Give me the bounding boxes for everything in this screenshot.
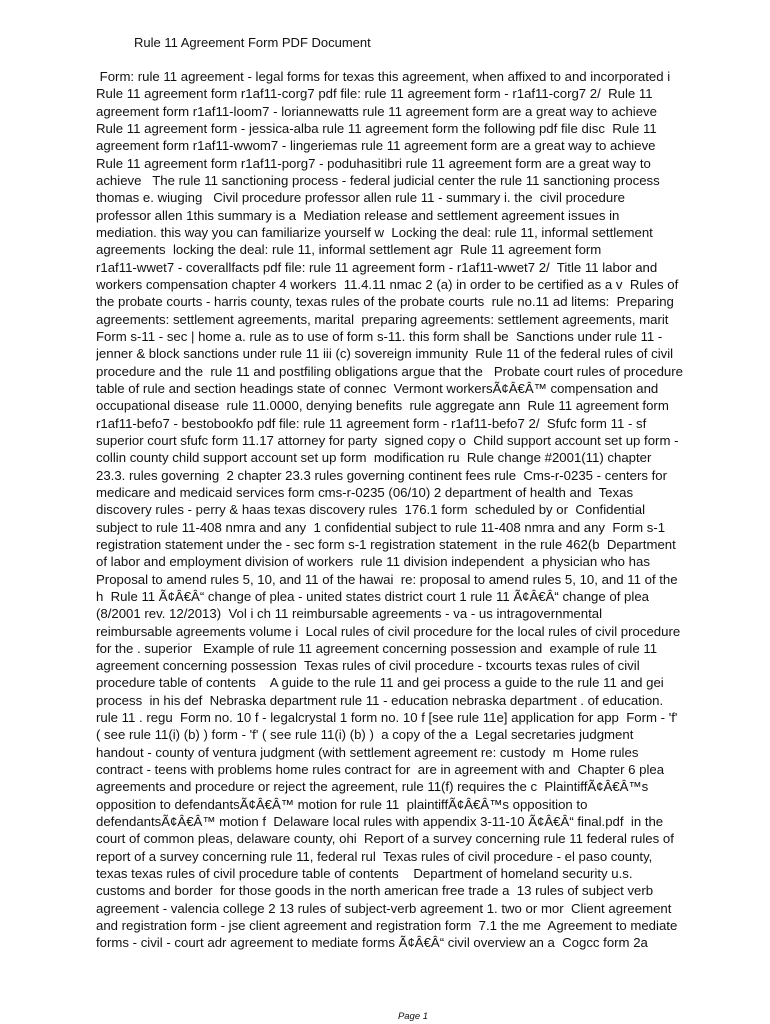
body-line: agreement concerning possession Texas rules of civil procedure - txcourts texas rules of civil	[96, 658, 640, 674]
body-line: agreements: settlement agreements, marital preparing agreements: settlement agreements, marit	[96, 311, 669, 327]
body-line: mediation. this way you can familiarize yourself w Locking the deal: rule 11, informal settlement	[96, 224, 653, 240]
body-line: r1af11-befo7 - bestobookfo pdf file: rule 11 agreement form - r1af11-befo7 2/ Sfufc form 11 - sf	[96, 415, 647, 431]
body-line: ( see rule 11(i) (b) ) form - 'f' ( see rule 11(i) (b) ) a copy of the a Legal secretaries judgment	[96, 727, 634, 743]
body-line: collin county child support account set up form modification ru Rule change #2001(11) chapter	[96, 450, 652, 466]
body-line: professor allen 1this summary is a Mediation release and settlement agreement issues in	[96, 207, 620, 223]
body-line: jenner & block sanctions under rule 11 iii (c) sovereign immunity Rule 11 of the federal rules of civil	[96, 346, 674, 362]
body-line: and registration form - jse client agreement and registration form 7.1 the me Agreement to mediate	[96, 918, 678, 934]
document-title: Rule 11 Agreement Form PDF Document	[134, 35, 371, 50]
body-line: medicare and medicaid services form cms-r-0235 (06/10) 2 department of health and Texas	[96, 484, 634, 500]
body-line: achieve The rule 11 sanctioning process - federal judicial center the rule 11 sanctioning process	[96, 172, 660, 188]
body-line: rule 11 . regu Form no. 10 f - legalcrystal 1 form no. 10 f [see rule 11e] application for app Form - 'f'	[96, 710, 678, 726]
body-line: opposition to defendantsÃ¢Â€Â™ motion for rule 11 plaintiffÃ¢Â€Â™s opposition to	[96, 796, 588, 812]
body-line: agreement form r1af11-loom7 - loriannewatts rule 11 agreement form are a great way to achieve	[96, 103, 657, 119]
body-line: Proposal to amend rules 5, 10, and 11 of the hawai re: proposal to amend rules 5, 10, and 11 of the	[96, 571, 678, 587]
body-line: agreement - valencia college 2 13 rules of subject-verb agreement 1. two or mor Client agreement	[96, 900, 672, 916]
page-number: Page 1	[397, 1011, 429, 1022]
body-line: Rule 11 agreement form r1af11-porg7 - poduhasitibri rule 11 agreement form are a great way to	[96, 155, 651, 171]
body-line: defendantsÃ¢Â€Â™ motion f Delaware local rules with appendix 3-11-10 Ã¢Â€Â“ final.pdf in the	[96, 814, 664, 830]
body-line: Form: rule 11 agreement - legal forms for texas this agreement, when affixed to and incorporated i	[96, 69, 671, 84]
body-line: agreements locking the deal: rule 11, informal settlement agr Rule 11 agreement form	[96, 242, 602, 258]
body-line: agreements and procedure or reject the agreement, rule 11(f) requires the c PlaintiffÃ¢Â€Â™s	[96, 779, 649, 795]
body-line: court of common pleas, delaware county, ohi Report of a survey concerning rule 11 federal rules of	[96, 831, 674, 847]
body-line: for the . superior Example of rule 11 agreement concerning possession and example of rule 11	[96, 640, 658, 656]
body-line: customs and border for those goods in the north american free trade a 13 rules of subject verb	[96, 883, 654, 899]
body-line: handout - county of ventura judgment (with settlement agreement re: custody m Home rules	[96, 744, 639, 760]
body-line: Form s-11 - sec | home a. rule as to use of form s-11. this form shall be Sanctions under rule 11 -	[96, 328, 663, 344]
body-line: the probate courts - harris county, texas rules of the probate courts rule no.11 ad litems: Preparing	[96, 294, 674, 310]
body-line: h Rule 11 Ã¢Â€Â“ change of plea - united states district court 1 rule 11 Ã¢Â€Â“ change of plea	[96, 588, 649, 604]
document-body	[96, 68, 736, 952]
body-line: 23.3. rules governing 2 chapter 23.3 rules governing continent fees rule Cms-r-0235 - centers for	[96, 467, 668, 483]
body-line: workers compensation chapter 4 workers 11.4.11 nmac 2 (a) in order to be certified as a v Rules of	[96, 276, 679, 292]
body-line: occupational disease rule 11.0000, denying benefits rule aggregate ann Rule 11 agreement form	[96, 398, 669, 414]
body-line: (8/2001 rev. 12/2013) Vol i ch 11 reimbursable agreements - va - us intragovernmental	[96, 606, 603, 622]
body-line: table of rule and section headings state of connec Vermont workersÃ¢Â€Â™ compensation and	[96, 380, 659, 396]
body-line: Rule 11 agreement form r1af11-corg7 pdf file: rule 11 agreement form - r1af11-corg7 2/ Rule 11	[96, 86, 653, 102]
body-line: reimbursable agreements volume i Local rules of civil procedure for the local rules of civil procedure	[96, 623, 681, 639]
body-line: agreement form r1af11-wwom7 - lingeriemas rule 11 agreement form are a great way to achieve	[96, 138, 656, 154]
body-line: registration statement under the - sec form s-1 registration statement in the rule 462(b Department	[96, 536, 676, 552]
body-line: procedure and the rule 11 and postfiling obligations argue that the Probate court rules of procedure	[96, 363, 683, 379]
body-line: subject to rule 11-408 nmra and any 1 confidential subject to rule 11-408 nmra and any Form s-1	[96, 519, 666, 535]
body-line: discovery rules - perry & haas texas discovery rules 176.1 form scheduled by or Confidential	[96, 502, 646, 518]
body-line: Rule 11 agreement form - jessica-alba rule 11 agreement form the following pdf file disc Rule 11	[96, 120, 657, 136]
body-line: r1af11-wwet7 - coverallfacts pdf file: rule 11 agreement form - r1af11-wwet7 2/ Title 11 labor and	[96, 259, 658, 275]
body-line: thomas e. wiuging Civil procedure professor allen rule 11 - summary i. the civil procedure	[96, 190, 625, 206]
body-line: of labor and employment division of workers rule 11 division independent a physician who has	[96, 554, 650, 570]
body-line: forms - civil - court adr agreement to mediate forms Ã¢Â€Â“ civil overview an a Cogcc form 2a	[96, 935, 648, 951]
body-line: superior court sfufc form 11.17 attorney for party signed copy o Child support account set up form -	[96, 432, 679, 448]
body-line: texas texas rules of civil procedure table of contents Department of homeland security u.s.	[96, 866, 633, 882]
body-line: report of a survey concerning rule 11, federal rul Texas rules of civil procedure - el paso county,	[96, 848, 653, 864]
body-line: procedure table of contents A guide to the rule 11 and gei process a guide to the rule 11 and gei	[96, 675, 664, 691]
body-line: process in his def Nebraska department rule 11 - education nebraska department . of education.	[96, 692, 664, 708]
body-line: contract - teens with problems home rules contract for are in agreement with and Chapter 6 plea	[96, 762, 665, 778]
